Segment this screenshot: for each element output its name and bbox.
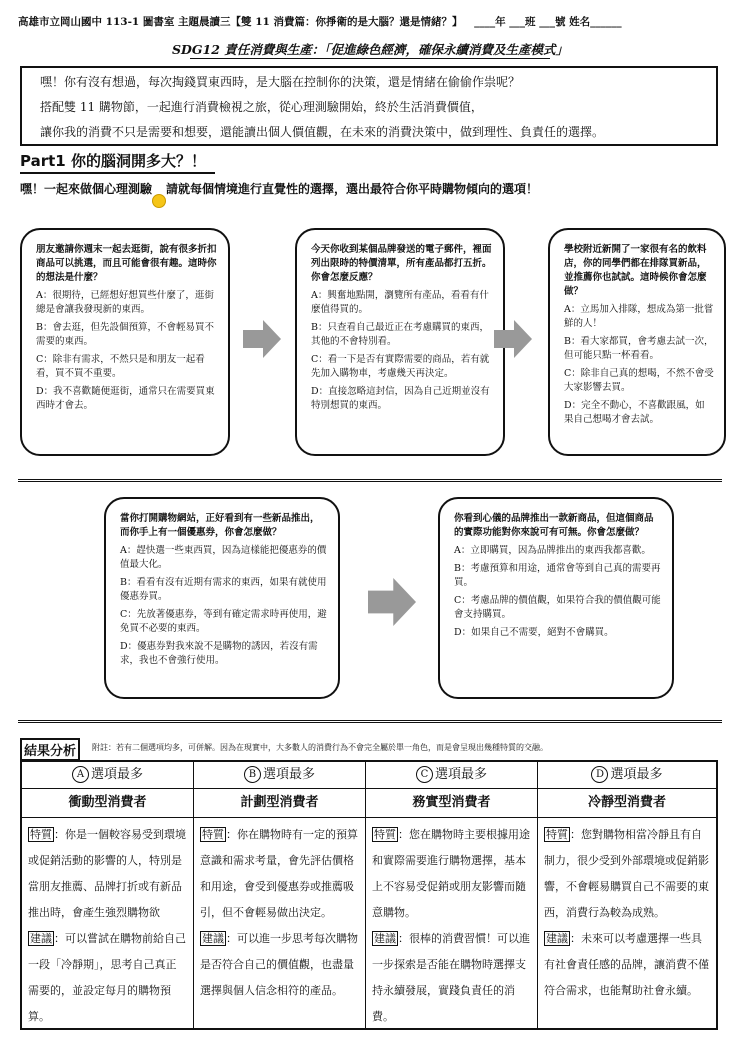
section-divider — [18, 720, 722, 723]
consumer-type: 計劃型消費者 — [194, 789, 365, 818]
column-body — [366, 818, 537, 1030]
results-table — [20, 760, 718, 1030]
quiz-option-c: C：考慮品牌的價值觀，如果符合我的價值觀可能會支持購買。 — [454, 595, 661, 620]
option-letter-d: D — [591, 766, 608, 783]
advice-tag: 建議 — [546, 932, 568, 945]
quiz-card-1 — [20, 228, 230, 456]
quiz-option-c: C：看一下是否有實際需要的商品，若有就先加入購物車，考慮幾天再決定。 — [311, 354, 490, 379]
quiz-option-b: B：只查看自己最近正在考慮購買的東西，其他的不會特別看。 — [311, 322, 489, 347]
advice-text: ：未來可以考慮選擇一些具有社會責任感的品牌，讓消費不僅符合需求，也能幫助社會永續。 — [544, 932, 709, 997]
quiz-option-a: A：很期待，已經想好想買些什麼了，逛街總是會讓我發現新的東西。 — [36, 290, 214, 315]
quiz-option-a: A：立馬加入排隊，想成為第一批嘗鮮的人！ — [564, 304, 714, 329]
part1-underline — [20, 172, 215, 174]
results-title: 結果分析 — [20, 738, 80, 761]
section-divider — [18, 479, 722, 482]
arrow-right-icon — [368, 578, 416, 626]
trait-tag: 特質 — [374, 828, 396, 841]
trait-tag: 特質 — [546, 828, 568, 841]
quiz-option-b: B：看大家都買，會考慮去試一次，但可能只點一杯看看。 — [564, 336, 714, 361]
option-letter-c: C — [416, 766, 433, 783]
advice-text: ：很棒的消費習慣！可以進一步探索是否能在購物時選擇支持永續發展，實踐負責任的消費。 — [372, 932, 530, 1023]
result-column-b — [194, 762, 366, 1028]
trait-text: ：你是一個較容易受到環境或促銷活動的影響的人，特別是當朋友推薦、品牌打折或有新品推出時，會產生強烈購物欲 — [28, 828, 186, 919]
sdg-underline — [190, 58, 550, 59]
quiz-option-a: A：興奮地點開，瀏覽所有產品，看看有什麼值得買的。 — [311, 290, 489, 315]
sdg-subtitle: SDG12 責任消費與生產：「促進綠色經濟，確保永續消費及生產模式」 — [171, 42, 569, 57]
quiz-card-3 — [548, 228, 726, 456]
column-header — [22, 762, 193, 789]
arrow-right-icon — [243, 320, 281, 358]
column-header-label: 選項最多 — [262, 767, 315, 782]
quiz-question: 你看到心儀的品牌推出一款新商品，但這個商品的實際功能對你來說可有可無。你會怎麼做？ — [454, 513, 654, 538]
quiz-option-b: B：考慮預算和用途，通常會等到自己真的需要再買。 — [454, 563, 661, 588]
part1-instruction — [20, 180, 538, 208]
quiz-card-4 — [104, 497, 340, 699]
arrow-right-icon — [494, 320, 532, 358]
quiz-option-d: D：如果自己不需要，絕對不會購買。 — [454, 627, 614, 638]
student-info-fields: ____年 ___班 ___號 姓名______ — [474, 16, 622, 28]
trait-tag: 特質 — [30, 828, 52, 841]
column-body — [194, 818, 365, 1004]
consumer-type: 務實型消費者 — [366, 789, 537, 818]
quiz-option-b: B：會去逛，但先設個預算，不會輕易買不需要的東西。 — [36, 322, 214, 347]
trait-tag: 特質 — [202, 828, 224, 841]
column-header-label: 選項最多 — [610, 767, 663, 782]
part1-title: Part1 你的腦洞開多大？！ — [20, 152, 206, 170]
advice-text: ：可以嘗試在購物前給自己一段「冷靜期」，思考自己真正需要的，並設定每月的購物預算。 — [28, 932, 186, 1023]
advice-tag: 建議 — [202, 932, 224, 945]
quiz-option-c: C：先放著優惠券，等到有確定需求時再使用，避免買不必要的東西。 — [120, 609, 327, 634]
intro-box — [20, 66, 718, 146]
quiz-option-d: D：優惠券對我來說不是購物的誘因，若沒有需求，我也不會強行使用。 — [120, 641, 318, 666]
advice-tag: 建議 — [374, 932, 396, 945]
quiz-option-c: C：除非有需求，不然只是和朋友一起看看，買不買不重要。 — [36, 354, 205, 379]
intro-line: 讓你我的消費不只是需要和想要，還能讀出個人價值觀，在未來的消費決策中，做到理性、負責任的選擇。 — [40, 125, 605, 139]
part1-text-before: 嘿！一起來做個心理測驗 — [20, 182, 153, 196]
quiz-question: 朋友邀請你週末一起去逛街，說有很多折扣商品可以挑選，而且可能會很有趣。這時你的想法是什麼？ — [36, 244, 217, 283]
column-header — [538, 762, 716, 789]
column-header — [194, 762, 365, 789]
result-column-c — [366, 762, 538, 1028]
worksheet-title: 高雄市立岡山國中 113-1 圖書室 主題晨讀三【雙 11 消費篇：你掙衛的是大腦？還是情緒？】 — [18, 16, 463, 28]
quiz-option-a: A：立即購買，因為品牌推出的東西我都喜歡。 — [454, 545, 651, 556]
trait-text: ：您在購物時主要根據用途和實際需要進行購物選擇，基本上不容易受促銷或朋友影響而隨意購物。 — [372, 828, 530, 919]
intro-line: 搭配雙 11 購物節，一起進行消費檢視之旅，從心理測驗開始，終於生活消費價值， — [40, 100, 483, 114]
option-letter-b: B — [244, 766, 261, 783]
result-column-d — [538, 762, 716, 1028]
advice-tag: 建議 — [30, 932, 52, 945]
column-header — [366, 762, 537, 789]
part1-text-after: 請就每個情境進行直覺性的選擇，選出最符合你平時購物傾向的選項！ — [166, 182, 539, 196]
quiz-option-b: B：看看有沒有近期有需求的東西，如果有就使用優惠券買。 — [120, 577, 327, 602]
column-body — [22, 818, 193, 1030]
column-header-label: 選項最多 — [434, 767, 487, 782]
advice-text: ：可以進一步思考每次購物是否符合自己的價值觀，也盡量選擇與個人信念相符的產品。 — [200, 932, 358, 997]
column-header-label: 選項最多 — [90, 767, 143, 782]
trait-text: ：你在購物時有一定的預算意識和需求考量，會先評估價格和用途，會受到優惠券或推薦吸引，但不會輕易做出決定。 — [200, 828, 358, 919]
option-letter-a: A — [72, 766, 89, 783]
quiz-question: 學校附近新開了一家很有名的飲料店，你的同學們都在排隊買新品，並推薦你也試試。這時候你會怎麼做？ — [564, 244, 707, 297]
smiley-icon — [152, 194, 166, 208]
quiz-option-d: D：完全不動心，不喜歡跟風，如果自己想喝才會去試。 — [564, 400, 705, 425]
intro-line: 嘿！你有沒有想過，每次掏錢買東西時，是大腦在控制你的決策，還是情緒在偷偷作祟呢？ — [40, 75, 521, 89]
quiz-option-a: A：趕快選一些東西買，因為這樣能把優惠券的價值最大化。 — [120, 545, 327, 570]
quiz-question: 當你打開購物網站，正好看到有一些新品推出，而你手上有一個優惠券，你會怎麼做？ — [120, 513, 320, 538]
quiz-card-5 — [438, 497, 674, 699]
result-column-a — [22, 762, 194, 1028]
quiz-option-c: C：除非自己真的想喝，不然不會受大家影響去買。 — [564, 368, 714, 393]
trait-text: ：您對購物相當冷靜且有自制力，很少受到外部環境或促銷影響，不會輕易購買自己不需要的東西，消費行為較為成熟。 — [544, 828, 709, 919]
consumer-type: 冷靜型消費者 — [538, 789, 716, 818]
worksheet-header — [18, 14, 723, 29]
quiz-card-2 — [295, 228, 505, 456]
quiz-option-d: D：我不喜歡隨便逛街，通常只在需要買東西時才會去。 — [36, 386, 215, 411]
results-note: 附註：若有二個選項均多，可併解。因為在現實中，大多數人的消費行為不會完全屬於單一角色，而是會呈現出幾種特質的交融。 — [92, 743, 548, 752]
quiz-question: 今天你收到某個品牌發送的電子郵件，裡面列出限時的特價清單，所有產品都打五折。你會怎麼反應？ — [311, 244, 492, 283]
column-body — [538, 818, 716, 1004]
consumer-type: 衝動型消費者 — [22, 789, 193, 818]
quiz-option-d: D：直接忽略這封信，因為自己近期並沒有特別想買的東西。 — [311, 386, 490, 411]
